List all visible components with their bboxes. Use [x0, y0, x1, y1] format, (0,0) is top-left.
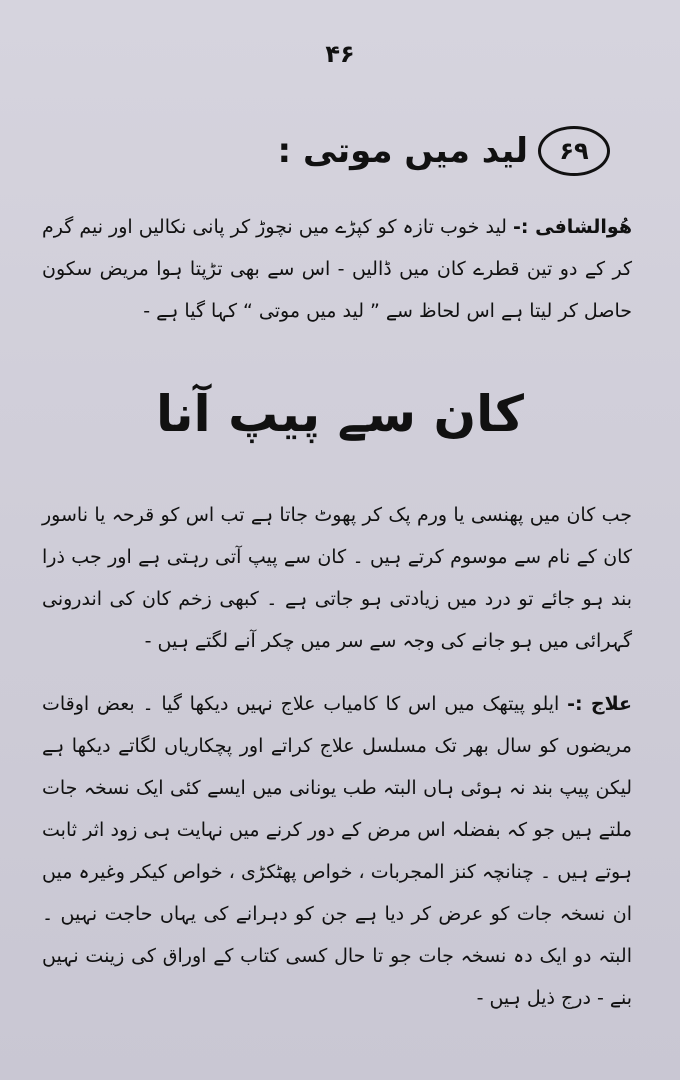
- remedy-title: لید میں موتی :: [277, 131, 528, 171]
- remedy-body: لید خوب تازہ کو کپڑے میں نچوڑ کر پانی نکالیں اور نیم گرم کر کے دو تین قطرے کان میں ڈالیں - اس سے بھی تڑپتا ہوا مریض سکون حاصل کر لیتا ہے اس لحاظ سے ” لید میں موتی “ کہا گیا ہے -: [42, 216, 632, 322]
- remedy-number-badge: ۶۹: [538, 126, 610, 176]
- remedy-lead: ھُوالشافی :-: [513, 216, 633, 238]
- treatment-body: ایلو پیتھک میں اس کا کامیاب علاج نہیں دیکھا گیا ۔ بعض اوقات مریضوں کو سال بھر تک مسلسل علاج کراتے اور پچکاریاں لگاتے دیکھا ہے لیکن پیپ بند نہ ہوئی ہاں البتہ طب یونانی میں ایسے کئی ایک نسخہ جات ملتے ہیں جو کہ بفضلہ اس مرض کے دور کرنے میں نہایت ہی زود اثر ثابت ہوتے ہیں ۔ چنانچہ کنز المجربات ، خواص پھٹکڑی ، خواص کیکر وغیرہ میں ان نسخہ جات کو عرض کر دیا ہے جن کو دہرانے کی یہاں حاجت نہیں ۔ البتہ دو ایک دہ نسخہ جات جو تا حال کسی کتاب کے اوراق کی زینت نہیں بنے - درج ذیل ہیں -: [42, 693, 632, 1009]
- section-intro: جب کان میں پھنسی یا ورم پک کر پھوٹ جاتا ہے تب اس کو قرحہ یا ناسور کان کے نام سے موسوم کرتے ہیں ۔ کان سے پیپ آتی رہتی ہے اور جب ذرا بند ہو جائے تو درد میں زیادتی ہو جاتی ہے ۔ کبھی زخم کان کی اندرونی گہرائی میں ہو جانے کی وجہ سے سر میں چکر آنے لگتے ہیں -: [42, 504, 632, 652]
- remedy-paragraph: [42, 206, 632, 332]
- section-title: کان سے پیپ آنا: [155, 385, 525, 443]
- treatment-paragraph: [42, 683, 632, 1019]
- remedy-heading: [278, 120, 610, 182]
- treatment-label: علاج :-: [567, 693, 633, 715]
- page-number: ۴۶: [325, 40, 355, 68]
